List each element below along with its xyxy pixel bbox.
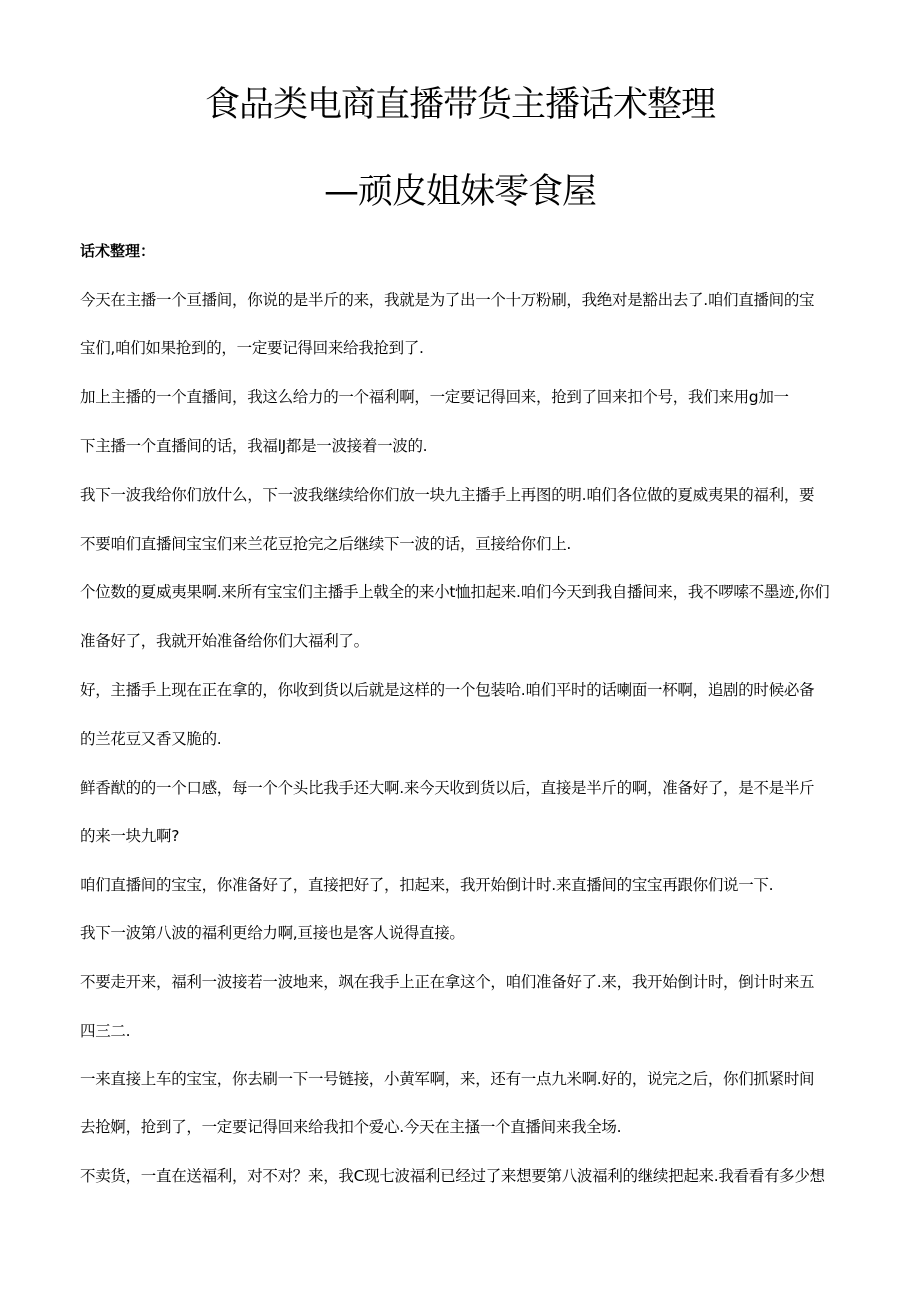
text-line: 我下一波我给你们放什么，下一波我继续给你们放一块九主播手上再图的明.咱们各位做的夏威夷果的福利，要 <box>80 486 815 504</box>
text-line: 今天在主播一个亘播间，你说的是半斤的来，我就是为了出一个十万粉刷，我绝对是豁出去了.咱们直播间的宝 <box>80 291 815 309</box>
text-line: 的来一块九啊? <box>80 827 180 845</box>
text-line: 一来直接上车的宝宝，你去刷一下一号链接，小黄军啊，来，还有一点九米啊.好的，说完之后，你们抓紧时间 <box>80 1070 815 1088</box>
text-line: 我下一波第八波的福利更给力啊,亘接也是客人说得直接。 <box>80 924 465 942</box>
text-line: 不卖货，一直在送福利，对不对？来，我C现七波福利已经过了来想要第八波福利的继续把起来.我看看有多少想 <box>80 1167 825 1185</box>
section-label: 话术整理： <box>80 242 156 260</box>
text-line: 加上主播的一个直播间，我这么给力的一个福利啊，一定要记得回来，抢到了回来扣个号，我们来用g加一 <box>80 388 789 406</box>
text-line: 咱们直播间的宝宝，你准备好了，直接把好了，扣起来，我开始倒计时.来直播间的宝宝再跟你们说一下. <box>80 876 774 894</box>
text-line: 不要咱们直播间宝宝们来兰花豆抢完之后继续下一波的话，亘接给你们上. <box>80 535 572 553</box>
text-line: 宝们,咱们如果抢到的，一定要记得回来给我抢到了. <box>80 339 424 357</box>
document-subtitle: —顽皮姐妹零食屋 <box>323 172 596 212</box>
text-line: 四三二. <box>80 1022 131 1040</box>
text-line: 去抢婀，抢到了，一定要记得回来给我扣个爱心.今天在主搔一个直播间来我全场. <box>80 1118 622 1136</box>
text-line: 下主播一个直播间的话，我福lJ都是一波接着一波的. <box>80 437 428 455</box>
text-line: 鲜香猷的的一个口感，每一个个头比我手还大啊.来今天收到货以后，直接是半斤的啊，准备好了，是不是半斤 <box>80 779 815 797</box>
text-line: 好，主播手上现在正在拿的，你收到货以后就是这样的一个包装哈.咱们平时的话喇面一杯啊，追剧的时候必备 <box>80 681 815 699</box>
text-line: 的兰花豆又香又脆的. <box>80 730 222 748</box>
text-line: 个位数的夏威夷果啊.来所有宝宝们主播手上戟全的来小t恤扣起来.咱们今天到我自播间来，我不啰嗦不墨迹,你们 <box>80 583 830 601</box>
text-line: 不要走开来，福利一波接若一波地来，飒在我手上正在拿这个，咱们准备好了.来，我开始倒计时，倒计时来五 <box>80 973 815 991</box>
document-title: 食品类电商直播带货主播话术整理 <box>204 85 715 125</box>
text-line: 准备好了，我就开始准备给你们大福利了。 <box>80 632 369 650</box>
